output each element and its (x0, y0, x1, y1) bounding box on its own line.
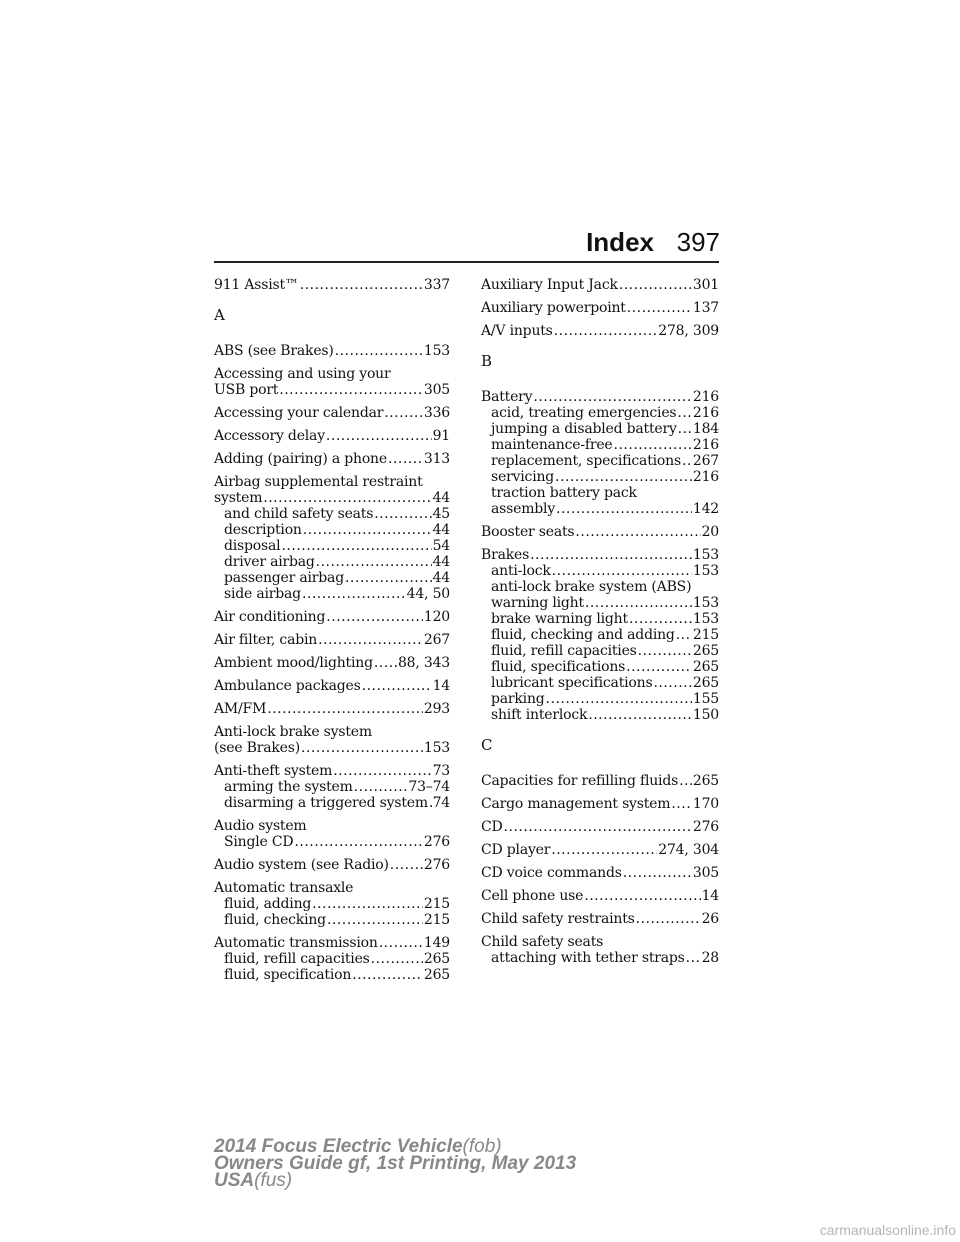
entry-text: Single CD (224, 834, 294, 850)
entry-page: 216 (692, 405, 719, 421)
dot-leader (312, 896, 423, 912)
entry-page: 305 (692, 865, 719, 881)
dot-leader (686, 950, 701, 966)
index-entry (214, 701, 450, 717)
entry-page: 265 (692, 659, 719, 675)
entry-text: maintenance-free (491, 437, 613, 453)
entry-text: anti-lock (491, 563, 551, 579)
entry-page: 184 (692, 421, 719, 437)
entry-text: CD voice commands (481, 865, 622, 881)
entry-page: 153 (692, 563, 719, 579)
index-entry (481, 819, 719, 835)
index-subentry (481, 405, 719, 421)
entry-text: Airbag supplemental restraint (214, 474, 423, 490)
page-number: 397 (676, 227, 720, 257)
dot-leader (555, 469, 692, 485)
entry-text: brake warning light (491, 611, 628, 627)
spacer (481, 369, 719, 389)
dot-leader (554, 323, 658, 339)
entry-text: Air conditioning (214, 609, 326, 625)
index-entry (214, 632, 450, 648)
entry-page: 54 (432, 538, 450, 554)
index-subentry (214, 586, 450, 602)
dot-leader (678, 421, 692, 437)
section-letter: A (214, 306, 225, 324)
index-entry (214, 474, 450, 490)
entry-text: side airbag (224, 586, 301, 602)
dot-leader (354, 779, 408, 795)
entry-page: 265 (692, 643, 719, 659)
index-entry (481, 773, 719, 789)
index-entry (214, 343, 450, 359)
index-entry (214, 490, 450, 506)
entry-page: 44 (432, 490, 450, 506)
dot-leader (371, 951, 423, 967)
spacer (214, 398, 450, 405)
entry-text: A/V inputs (481, 323, 553, 339)
dot-leader (546, 691, 692, 707)
dot-leader (679, 773, 692, 789)
index-entry (214, 405, 450, 421)
dot-leader (335, 343, 423, 359)
index-subentry (481, 563, 719, 579)
spacer (214, 648, 450, 655)
entry-page: 44 (432, 522, 450, 538)
index-entry (481, 842, 719, 858)
index-subentry (481, 627, 719, 643)
spacer (481, 904, 719, 911)
index-subentry (481, 950, 719, 966)
index-entry (481, 300, 719, 316)
section-letter: C (481, 736, 493, 754)
dot-leader (279, 382, 423, 398)
entry-text: assembly (491, 501, 556, 517)
entry-text: disarming a triggered system (224, 795, 428, 811)
footer-guide: Owners Guide gf, 1st Printing, May 2013 (214, 1153, 577, 1174)
index-subentry (481, 659, 719, 675)
entry-text: description (224, 522, 302, 538)
index-entry (214, 818, 450, 834)
entry-text: Air filter, cabin (214, 632, 318, 648)
spacer (214, 421, 450, 428)
index-subentry (481, 453, 719, 469)
index-subentry (481, 595, 719, 611)
entry-text: passenger airbag (224, 570, 344, 586)
entry-text: fluid, checking and adding (491, 627, 675, 643)
entry-page: 336 (423, 405, 450, 421)
index-entry (214, 451, 450, 467)
dot-leader (301, 740, 423, 756)
entry-text: AM/FM (214, 701, 267, 717)
index-column-right (481, 269, 719, 966)
entry-page: 267 (423, 632, 450, 648)
entry-text: Cell phone use (481, 888, 584, 904)
dot-leader (316, 554, 432, 570)
entry-page: 274, 304 (658, 842, 719, 858)
dot-leader (671, 796, 692, 812)
index-entry (214, 857, 450, 873)
index-subentry (481, 611, 719, 627)
dot-leader (636, 911, 701, 927)
spacer (214, 928, 450, 935)
spacer (214, 873, 450, 880)
index-entry (214, 366, 450, 382)
entry-text: CD (481, 819, 503, 835)
entry-text: acid, treating emergencies (491, 405, 677, 421)
entry-page: 142 (692, 501, 719, 517)
index-entry (214, 655, 450, 671)
spacer (481, 339, 719, 353)
entry-text: jumping a disabled battery (491, 421, 677, 437)
index-entry (214, 678, 450, 694)
dot-leader (623, 865, 692, 881)
dot-leader (530, 547, 692, 563)
index-entry (214, 382, 450, 398)
entry-text: servicing (491, 469, 555, 485)
dot-leader (629, 611, 692, 627)
entry-page: 44, 50 (406, 586, 450, 602)
index-subentry (214, 570, 450, 586)
dot-leader (352, 967, 423, 983)
dot-leader (379, 935, 423, 951)
entry-page: 276 (423, 834, 450, 850)
entry-text: fluid, refill capacities (224, 951, 370, 967)
entry-text: Battery (481, 389, 533, 405)
entry-text: and child safety seats (224, 506, 374, 522)
index-entry (481, 934, 719, 950)
entry-text: CD player (481, 842, 551, 858)
spacer (481, 881, 719, 888)
entry-text: disposal (224, 538, 281, 554)
entry-page: 20 (701, 524, 719, 540)
entry-text: 911 Assist™ (214, 277, 299, 293)
dot-leader (556, 501, 692, 517)
entry-page: 276 (692, 819, 719, 835)
dot-leader (638, 643, 692, 659)
dot-leader (584, 888, 700, 904)
entry-page: 337 (423, 277, 450, 293)
index-subentry (214, 951, 450, 967)
entry-text: Audio system (214, 818, 307, 834)
entry-text: fluid, adding (224, 896, 312, 912)
index-subentry (214, 506, 450, 522)
spacer (481, 927, 719, 934)
index-entry (481, 911, 719, 927)
entry-page: 267 (692, 453, 719, 469)
entry-text: (see Brakes) (214, 740, 301, 756)
entry-text: driver airbag (224, 554, 315, 570)
entry-page: 265 (692, 773, 719, 789)
dot-leader (388, 451, 423, 467)
entry-page: 265 (423, 967, 450, 983)
entry-page: 215 (423, 896, 450, 912)
spacer (481, 517, 719, 524)
spacer (214, 671, 450, 678)
entry-text: Booster seats (481, 524, 575, 540)
entry-page: 265 (692, 675, 719, 691)
entry-page: 28 (701, 950, 719, 966)
index-subentry (214, 896, 450, 912)
entry-page: 215 (692, 627, 719, 643)
dot-leader (318, 632, 423, 648)
entry-text: Automatic transaxle (214, 880, 354, 896)
footer (214, 1138, 576, 1189)
entry-text: fluid, checking (224, 912, 326, 928)
spacer (481, 753, 719, 773)
index-entry (214, 740, 450, 756)
spacer (214, 694, 450, 701)
entry-text: fluid, refill capacities (491, 643, 637, 659)
index-entry (481, 865, 719, 881)
entry-text: Adding (pairing) a phone (214, 451, 387, 467)
spacer (214, 323, 450, 343)
entry-page: 14 (432, 678, 450, 694)
dot-leader (281, 538, 431, 554)
index-entry (214, 724, 450, 740)
entry-text: Automatic transmission (214, 935, 378, 951)
entry-page: 44 (432, 554, 450, 570)
entry-text: USB port (214, 382, 279, 398)
entry-page: 73 (432, 763, 450, 779)
entry-text: Auxiliary powerpoint (481, 300, 626, 316)
entry-page: 216 (692, 437, 719, 453)
spacer (481, 269, 719, 277)
index-entry (481, 323, 719, 339)
spacer (214, 293, 450, 307)
index-subentry (481, 691, 719, 707)
entry-text: shift interlock (491, 707, 588, 723)
dot-leader (263, 490, 431, 506)
entry-text: Ambulance packages (214, 678, 361, 694)
index-entry (214, 277, 450, 293)
entry-text: parking (491, 691, 545, 707)
entry-page: 293 (423, 701, 450, 717)
entry-page: 215 (423, 912, 450, 928)
dot-leader (627, 300, 692, 316)
entry-page: 153 (692, 595, 719, 611)
entry-page: 155 (692, 691, 719, 707)
index-entry (481, 888, 719, 904)
dot-leader (677, 405, 691, 421)
index-subentry (214, 522, 450, 538)
spacer (481, 858, 719, 865)
dot-leader (533, 389, 692, 405)
index-subentry (214, 538, 450, 554)
entry-page: 313 (423, 451, 450, 467)
dot-leader (614, 437, 692, 453)
spacer (481, 835, 719, 842)
entry-text: Ambient mood/lighting (214, 655, 373, 671)
index-entry (214, 428, 450, 444)
dot-leader (326, 609, 423, 625)
entry-page: 216 (692, 469, 719, 485)
page-title: Index (586, 227, 654, 257)
spacer (214, 625, 450, 632)
entry-page: 153 (692, 547, 719, 563)
entry-text: Child safety restraints (481, 911, 635, 927)
index-subentry (214, 779, 450, 795)
dot-leader (384, 405, 423, 421)
dot-leader (374, 506, 431, 522)
footer-vehicle: 2014 Focus Electric Vehicle (214, 1136, 463, 1157)
index-subentry (481, 469, 719, 485)
index-subentry (481, 437, 719, 453)
watermark: carmanualsonline.info (819, 1222, 956, 1238)
index-entry (481, 277, 719, 293)
dot-leader (374, 655, 397, 671)
dot-leader (682, 453, 692, 469)
index-subentry (214, 912, 450, 928)
dot-leader (327, 912, 423, 928)
index-entry (481, 389, 719, 405)
spacer (481, 789, 719, 796)
dot-leader (575, 524, 700, 540)
spacer (481, 723, 719, 737)
entry-page: 88, 343 (397, 655, 450, 671)
entry-page: 170 (692, 796, 719, 812)
index-subentry (214, 795, 450, 811)
spacer (214, 269, 450, 277)
entry-text: Auxiliary Input Jack (481, 277, 618, 293)
dot-leader (504, 819, 692, 835)
dot-leader (302, 586, 406, 602)
entry-text: replacement, specifications (491, 453, 681, 469)
spacer (214, 850, 450, 857)
dot-leader (333, 763, 431, 779)
dot-leader (429, 795, 432, 811)
index-column-left (214, 269, 450, 983)
entry-text: warning light (491, 595, 584, 611)
footer-vehicle-code: (fob) (462, 1136, 502, 1157)
dot-leader (588, 707, 692, 723)
index-entry (214, 609, 450, 625)
section-letter: B (481, 352, 492, 370)
entry-text: Cargo management system (481, 796, 671, 812)
dot-leader (303, 522, 432, 538)
entry-page: 44 (432, 570, 450, 586)
entry-page: 301 (692, 277, 719, 293)
entry-text: arming the system (224, 779, 353, 795)
entry-text: system (214, 490, 263, 506)
entry-text: Child safety seats (481, 934, 604, 950)
spacer (214, 717, 450, 724)
entry-text: lubricant specifications (491, 675, 653, 691)
spacer (214, 444, 450, 451)
index-subentry (481, 501, 719, 517)
dot-leader (551, 842, 657, 858)
dot-leader (300, 277, 423, 293)
entry-text: Accessory delay (214, 428, 325, 444)
entry-text: fluid, specification (224, 967, 352, 983)
entry-text: attaching with tether straps (491, 950, 685, 966)
entry-page: 120 (423, 609, 450, 625)
index-entry (214, 763, 450, 779)
spacer (214, 811, 450, 818)
dot-leader (362, 678, 432, 694)
index-entry (214, 880, 450, 896)
index-subentry (481, 579, 719, 595)
footer-market: USA (214, 1170, 255, 1191)
spacer (214, 756, 450, 763)
entry-text: fluid, specifications (491, 659, 626, 675)
entry-text: Anti-lock brake system (214, 724, 372, 740)
entry-page: 137 (692, 300, 719, 316)
spacer (214, 467, 450, 474)
spacer (481, 316, 719, 323)
index-subentry (481, 707, 719, 723)
dot-leader (552, 563, 692, 579)
spacer (481, 812, 719, 819)
index-subentry (481, 485, 719, 501)
entry-page: 276 (423, 857, 450, 873)
dot-leader (390, 857, 423, 873)
entry-text: traction battery pack (491, 485, 637, 501)
index-entry (481, 524, 719, 540)
entry-text: anti-lock brake system (ABS) (491, 579, 692, 595)
index-subentry (481, 421, 719, 437)
entry-text: Accessing your calendar (214, 405, 384, 421)
footer-market-code: (fus) (254, 1170, 293, 1191)
entry-text: Anti-theft system (214, 763, 333, 779)
entry-page: 216 (692, 389, 719, 405)
dot-leader (585, 595, 692, 611)
entry-text: Accessing and using your (214, 366, 391, 382)
entry-text: ABS (see Brakes) (214, 343, 334, 359)
entry-page: 26 (701, 911, 719, 927)
index-subentry (481, 675, 719, 691)
entry-page: 305 (423, 382, 450, 398)
entry-page: 153 (692, 611, 719, 627)
index-entry (481, 796, 719, 812)
index-subentry (214, 967, 450, 983)
entry-page: 265 (423, 951, 450, 967)
header-rule (214, 261, 719, 263)
entry-page: 153 (423, 343, 450, 359)
index-entry (214, 935, 450, 951)
spacer (214, 602, 450, 609)
entry-text: Brakes (481, 547, 530, 563)
dot-leader (619, 277, 692, 293)
entry-page: 150 (692, 707, 719, 723)
dot-leader (267, 701, 423, 717)
dot-leader (653, 675, 691, 691)
spacer (481, 293, 719, 300)
spacer (481, 540, 719, 547)
entry-page: 74 (432, 795, 450, 811)
dot-leader (326, 428, 432, 444)
spacer (214, 359, 450, 366)
dot-leader (626, 659, 692, 675)
index-subentry (481, 643, 719, 659)
index-subentry (214, 834, 450, 850)
dot-leader (294, 834, 422, 850)
entry-page: 91 (432, 428, 450, 444)
entry-page: 45 (432, 506, 450, 522)
entry-text: Capacities for refilling fluids (481, 773, 679, 789)
entry-page: 149 (423, 935, 450, 951)
entry-page: 153 (423, 740, 450, 756)
index-subentry (214, 554, 450, 570)
entry-page: 278, 309 (658, 323, 719, 339)
entry-page: 14 (701, 888, 719, 904)
entry-page: 73–74 (408, 779, 450, 795)
index-entry (481, 547, 719, 563)
entry-text: Audio system (see Radio) (214, 857, 389, 873)
dot-leader (345, 570, 432, 586)
dot-leader (676, 627, 692, 643)
